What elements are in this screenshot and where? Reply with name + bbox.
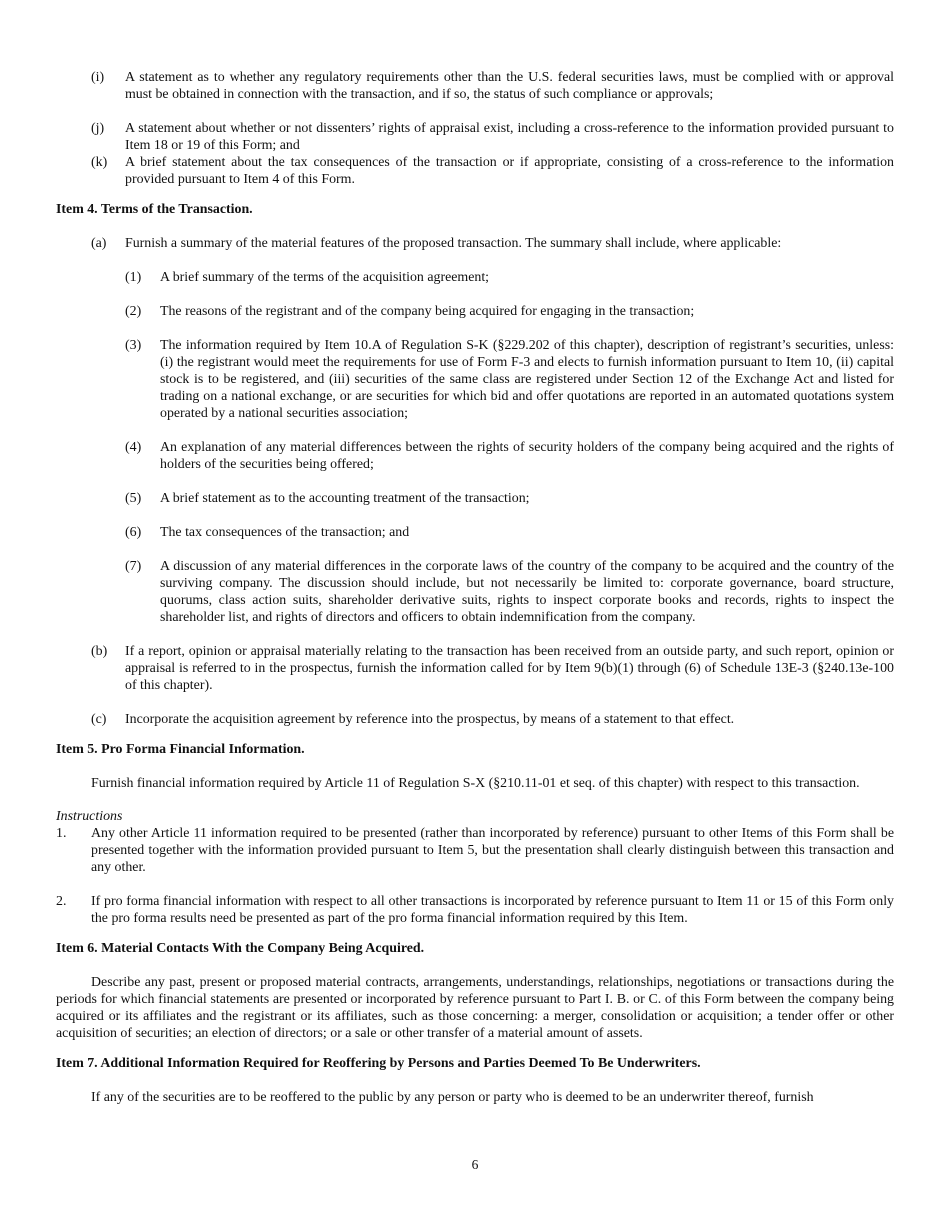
list-text: If pro forma financial information with respect to all other transactions is incorporated by reference pursuant to Item 11 or 15 of this Form only the pro forma results need be presented as part of the pro forma financial information required by this Item. bbox=[91, 894, 894, 926]
item4-b bbox=[56, 643, 894, 694]
list-text: A statement about whether or not dissenters’ rights of appraisal exist, including a cross-reference to the information provided pursuant to Item 18 or 19 of this Form; and bbox=[125, 121, 894, 153]
list-label: (c) bbox=[91, 712, 107, 727]
page-number: 6 bbox=[471, 1157, 479, 1172]
item4-sub-4 bbox=[56, 439, 894, 473]
list-label: (2) bbox=[125, 304, 142, 319]
item5-heading: Item 5. Pro Forma Financial Information. bbox=[56, 742, 305, 757]
item5-paragraph: Furnish financial information required by Article 11 of Regulation S-X (§210.11-01 et seq. of this chapter) with respect to this transaction. bbox=[91, 776, 860, 791]
item4-sub-2 bbox=[56, 303, 894, 320]
list-item-j bbox=[56, 120, 894, 154]
item4-a bbox=[56, 235, 894, 252]
list-text: A brief summary of the terms of the acquisition agreement; bbox=[160, 270, 490, 285]
list-text: The information required by Item 10.A of Regulation S-K (§229.202 of this chapter), description of registrant’s securities, unless: (i) the registrant would meet the requirements for use of Form F-3 and elects to furnish information pursuant to Item 10, (ii) capital stock is to be registered, and (iii) securities of the same class are registered under Section 12 of the Exchange Act and listed for trading on a national exchange, or are securities for which bid and offer quotations are reported in an automated quotations system operated by a national securities association; bbox=[160, 338, 894, 421]
instruction-1 bbox=[56, 825, 894, 876]
list-text: A brief statement as to the accounting treatment of the transaction; bbox=[160, 491, 530, 506]
list-text: The reasons of the registrant and of the company being acquired for engaging in the transaction; bbox=[160, 304, 695, 319]
list-label: (3) bbox=[125, 338, 142, 353]
list-label: (i) bbox=[91, 70, 105, 85]
item7-heading: Item 7. Additional Information Required for Reoffering by Persons and Parties Deemed To Be Underwriters. bbox=[56, 1056, 701, 1071]
list-item-k bbox=[56, 154, 894, 188]
item7-paragraph: If any of the securities are to be reoffered to the public by any person or party who is deemed to be an underwriter thereof, furnish bbox=[91, 1090, 814, 1105]
list-label: (5) bbox=[125, 491, 142, 506]
list-text: If a report, opinion or appraisal materially relating to the transaction has been received from an outside party, and such report, opinion or appraisal is referred to in the prospectus, furnish the information called for by Item 9(b)(1) through (6) of Schedule 13E-3 (§240.13e-100 of this chapter). bbox=[125, 644, 894, 693]
list-label: 2. bbox=[56, 894, 67, 909]
item4-sub-3 bbox=[56, 337, 894, 422]
list-text: A discussion of any material differences in the corporate laws of the country of the company to be acquired and the country of the surviving company. The discussion should include, but not necessarily be limited to: corporate governance, board structure, quorums, class action suits, shareholder derivative suits, rights to inspect corporate books and records, rights to inspect the shareholder list, and rights of directors and officers to obtain indemnification from the company. bbox=[160, 559, 894, 625]
list-label: (b) bbox=[91, 644, 108, 659]
list-text: Any other Article 11 information required to be presented (rather than incorporated by reference) pursuant to other Items of this Form shall be presented together with the information provided pursuant to Item 5, but the presentation shall clearly distinguish between this transaction and any other. bbox=[91, 826, 894, 875]
item4-sub-1 bbox=[56, 269, 894, 286]
item4-sub-5 bbox=[56, 490, 894, 507]
list-label: (4) bbox=[125, 440, 142, 455]
list-text: The tax consequences of the transaction; and bbox=[160, 525, 410, 540]
instruction-2 bbox=[56, 893, 894, 927]
list-label: (a) bbox=[91, 236, 107, 251]
list-label: (j) bbox=[91, 121, 105, 136]
instructions-label: Instructions bbox=[56, 809, 123, 824]
list-text: Furnish a summary of the material features of the proposed transaction. The summary shall include, where applicable: bbox=[125, 236, 782, 251]
item6-heading: Item 6. Material Contacts With the Company Being Acquired. bbox=[56, 941, 425, 956]
item4-heading: Item 4. Terms of the Transaction. bbox=[56, 202, 253, 217]
item4-sub-7 bbox=[56, 558, 894, 626]
list-label: 1. bbox=[56, 826, 67, 841]
list-text: A statement as to whether any regulatory requirements other than the U.S. federal securities laws, must be complied with or approval must be obtained in connection with the transaction, and if so, the status of such compliance or approvals; bbox=[125, 70, 894, 102]
list-item-i bbox=[56, 69, 894, 103]
list-label: (1) bbox=[125, 270, 142, 285]
list-text: An explanation of any material differences between the rights of security holders of the company being acquired and the rights of holders of the securities being offered; bbox=[160, 440, 894, 472]
list-label: (7) bbox=[125, 559, 142, 574]
list-text: A brief statement about the tax consequences of the transaction or if appropriate, consisting of a cross-reference to the information provided pursuant to Item 4 of this Form. bbox=[125, 155, 894, 187]
document-page bbox=[56, 69, 894, 1106]
item6-paragraph: Describe any past, present or proposed material contracts, arrangements, understandings, relationships, negotiations or transactions during the periods for which financial statements are presented or incorporated by reference pursuant to Part I. B. or C. of this Form between the company being acquired or its affiliates and the registrant or its affiliates, such as those concerning: a merger, consolidation or acquisition; a tender offer or other acquisition of securities; an election of directors; or a sale or other transfer of a material amount of assets. bbox=[56, 975, 894, 1041]
item4-sub-6 bbox=[56, 524, 894, 541]
item4-c bbox=[56, 711, 894, 728]
list-text: Incorporate the acquisition agreement by reference into the prospectus, by means of a statement to that effect. bbox=[125, 712, 735, 727]
list-label: (k) bbox=[91, 155, 108, 170]
list-label: (6) bbox=[125, 525, 142, 540]
